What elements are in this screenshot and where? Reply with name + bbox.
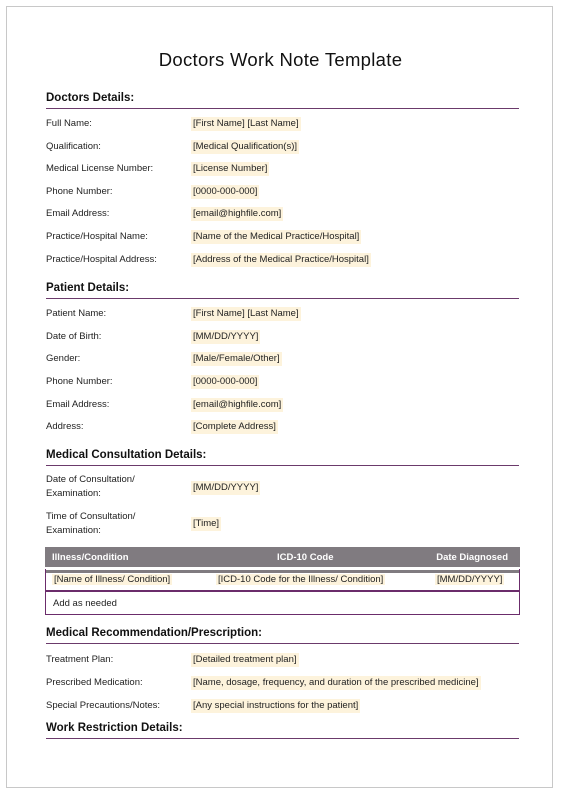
field-label: Full Name: (46, 118, 92, 129)
field-label: Practice/Hospital Name: (46, 231, 148, 242)
page-title: Doctors Work Note Template (158, 49, 403, 70)
consultation-details-heading: Medical Consultation Details: (46, 449, 519, 466)
work-restriction-heading: Work Restriction Details: (46, 722, 519, 739)
field-label (46, 510, 176, 538)
field-value[interactable]: [Male/Female/Other] (193, 353, 280, 364)
field-value[interactable]: [Complete Address] (193, 421, 276, 432)
recommendation-heading: Medical Recommendation/Prescription: (46, 627, 519, 644)
field-label: Treatment Plan: (46, 654, 114, 665)
doctor-details-heading: Doctors Details: (46, 92, 519, 109)
field-label: Special Precautions/Notes: (46, 700, 161, 711)
field-value[interactable]: [Any special instructions for the patient] (193, 700, 359, 711)
field-value[interactable]: [License Number] (193, 163, 268, 174)
field-label: Email Address: (46, 399, 110, 410)
field-label: Phone Number: (46, 186, 113, 197)
field-label: Patient Name: (46, 308, 107, 319)
table-header (45, 547, 520, 570)
field-value[interactable]: [0000-000-000] (193, 376, 258, 387)
field-label-line: Time of Consultation/ (46, 511, 136, 522)
add-as-needed-text: Add as needed (53, 598, 117, 609)
table-cell-illness[interactable]: [Name of Illness/ Condition] (54, 574, 171, 585)
field-label: Prescribed Medication: (46, 677, 143, 688)
field-label-line: Examination: (46, 525, 101, 536)
field-label: Address: (46, 421, 84, 432)
column-header-icd10: ICD-10 Code (277, 552, 334, 563)
field-label: Gender: (46, 353, 81, 364)
column-header-illness: Illness/Condition (52, 552, 129, 563)
table-row-add (45, 591, 520, 615)
field-value[interactable]: [Time] (193, 518, 220, 529)
field-label: Email Address: (46, 208, 110, 219)
illness-table (45, 547, 520, 609)
field-label: Medical License Number: (46, 163, 154, 174)
field-label: Qualification: (46, 141, 101, 152)
field-value[interactable]: [0000-000-000] (193, 186, 258, 197)
column-header-date-diagnosed: Date Diagnosed (436, 552, 508, 563)
field-value[interactable]: [Medical Qualification(s)] (193, 141, 298, 152)
patient-details-heading: Patient Details: (46, 282, 519, 299)
table-cell-date[interactable]: [MM/DD/YYYY] (437, 574, 503, 585)
field-value[interactable]: [Address of the Medical Practice/Hospital] (193, 254, 369, 265)
field-label: Date of Birth: (46, 331, 102, 342)
field-value[interactable]: [First Name] [Last Name] (193, 118, 299, 129)
field-value[interactable]: [Name of the Medical Practice/Hospital] (193, 231, 360, 242)
field-value[interactable]: [Name, dosage, frequency, and duration of the prescribed medicine] (193, 677, 479, 688)
field-label-line: Examination: (46, 488, 101, 499)
field-label-line: Date of Consultation/ (46, 474, 135, 485)
field-label: Phone Number: (46, 376, 113, 387)
field-value[interactable]: [email@highfile.com] (193, 208, 282, 219)
field-value[interactable]: [MM/DD/YYYY] (193, 331, 259, 342)
field-value[interactable]: [Detailed treatment plan] (193, 654, 297, 665)
field-label (46, 473, 176, 501)
field-value[interactable]: [email@highfile.com] (193, 399, 282, 410)
field-value[interactable]: [First Name] [Last Name] (193, 308, 299, 319)
field-value[interactable]: [MM/DD/YYYY] (193, 482, 259, 493)
table-row (45, 569, 520, 591)
table-cell-icd10[interactable]: [ICD-10 Code for the Illness/ Condition] (218, 574, 384, 585)
field-label: Practice/Hospital Address: (46, 254, 157, 265)
